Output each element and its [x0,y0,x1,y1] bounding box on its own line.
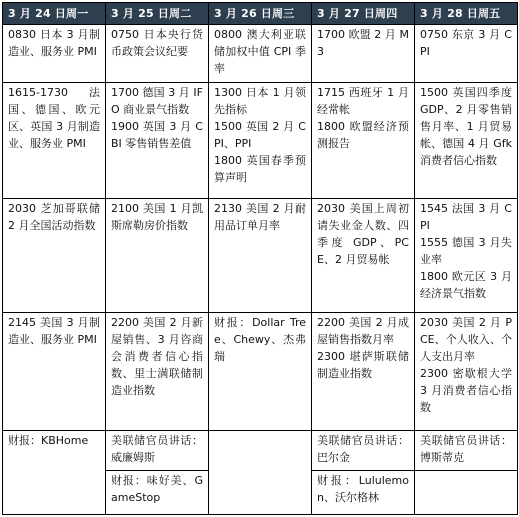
event-cell [3,312,106,430]
day-header-thu: 3 月 27 日周四 [312,3,415,25]
event-cell [415,312,518,430]
event-entry: 0830 日本 3 月制造业、服务业 PMI [8,28,100,58]
event-entry: 1700 欧盟 2 月 M3 [317,28,409,58]
event-entry: 2130 美国 2 月耐用品订单月率 [214,202,306,233]
event-cell [209,312,312,430]
event-entry: 1500 英国四季度 GDP、2 月零售销售月率、1 月贸易帐、德国 4 月 Gfk 消费者信心指数 [420,86,512,168]
table-row [3,83,518,199]
event-cell [209,199,312,313]
event-cell [209,430,312,514]
table-row [3,25,518,83]
event-cell [106,430,209,470]
event-entry: 1900 英国 3 月 CBI 零售销售差值 [111,120,203,151]
table-row [3,199,518,313]
event-cell [3,25,106,83]
day-header-tue: 3 月 25 日周二 [106,3,209,25]
event-cell [209,25,312,83]
event-entry: 2300 密歇根大学 3 月消费者信心指数 [420,366,512,414]
event-entry: 1715 西班牙 1 月经常帐 [317,86,409,117]
event-entry: 美联储官员讲话：威廉姆斯 [111,433,203,464]
event-cell [3,430,106,514]
event-entry: 1615-1730 法国、德国、欧元区、英国 3 月制造业、服务业 PMI [8,86,100,151]
event-entry: 0750 日本央行货币政策会议纪要 [111,28,203,58]
event-entry: 1800 欧盟经济预测报告 [317,120,409,151]
event-cell [415,199,518,313]
event-cell [312,25,415,83]
event-entry: 2200 美国 2 月成屋销售指数月率 [317,315,409,346]
event-entry: 2030 美国 2 月 PCE、个人收入、个人支出月率 [420,315,512,363]
event-entry: 1800 英国春季预算声明 [214,154,306,185]
event-entry: 美联储官员讲话：巴尔金 [317,433,409,464]
event-cell [3,83,106,199]
event-cell [312,470,415,514]
event-entry: 1800 欧元区 3 月经济景气指数 [420,270,512,301]
event-cell [312,312,415,430]
event-cell [106,312,209,430]
event-entry: 1545 法国 3 月 CPI [420,202,512,233]
event-cell [106,83,209,199]
event-entry: 1300 日本 1 月领先指标 [214,86,306,117]
event-entry: 美联储官员讲话：博斯蒂克 [420,433,512,464]
event-entry: 1555 德国 3 月失业率 [420,236,512,267]
event-cell [312,199,415,313]
event-entry: 2030 美国上周初请失业金人数、四季度 GDP、PCE、2 月贸易帐 [317,202,409,267]
event-entry: 财报：味好美、GameStop [111,473,203,504]
event-entry: 财报：KBHome [8,433,89,447]
event-entry: 财报：Dollar Tree、Chewy、杰弗瑞 [214,315,306,363]
event-cell [3,199,106,313]
table-row [3,430,518,470]
event-entry: 2145 美国 3 月制造业、服务业 PMI [8,315,100,346]
event-entry: 2300 堪萨斯联储制造业指数 [317,349,409,380]
event-entry: 1500 英国 2 月 CPI、PPI [214,120,306,151]
event-cell [415,430,518,470]
event-entry: 财报：Lululemon、沃尔格林 [317,473,409,504]
event-entry: 0750 东京 3 月 CPI [420,28,512,58]
event-cell [415,25,518,83]
event-cell [415,83,518,199]
day-header-wed: 3 月 26 日周三 [209,3,312,25]
day-header-mon: 3 月 24 日周一 [3,3,106,25]
event-cell [106,199,209,313]
event-cell [312,83,415,199]
event-cell [106,470,209,514]
event-cell [415,470,518,514]
event-entry: 2030 芝加哥联储 2 月全国活动指数 [8,202,100,233]
event-cell [209,83,312,199]
event-entry: 2200 美国 2 月新屋销售、3 月咨商会消费者信心指数、里士满联储制造业指数 [111,315,203,397]
event-entry: 1700 德国 3 月 IFO 商业景气指数 [111,86,203,117]
event-entry: 2100 美国 1 月凯斯席勒房价指数 [111,202,203,233]
event-cell [312,430,415,470]
day-header-fri: 3 月 28 日周五 [415,3,518,25]
event-entry: 0800 澳大利亚联储加权中值 CPI 季率 [214,28,306,75]
event-cell [106,25,209,83]
table-row [3,312,518,430]
header-row [3,3,518,25]
economic-calendar-table [2,2,518,515]
